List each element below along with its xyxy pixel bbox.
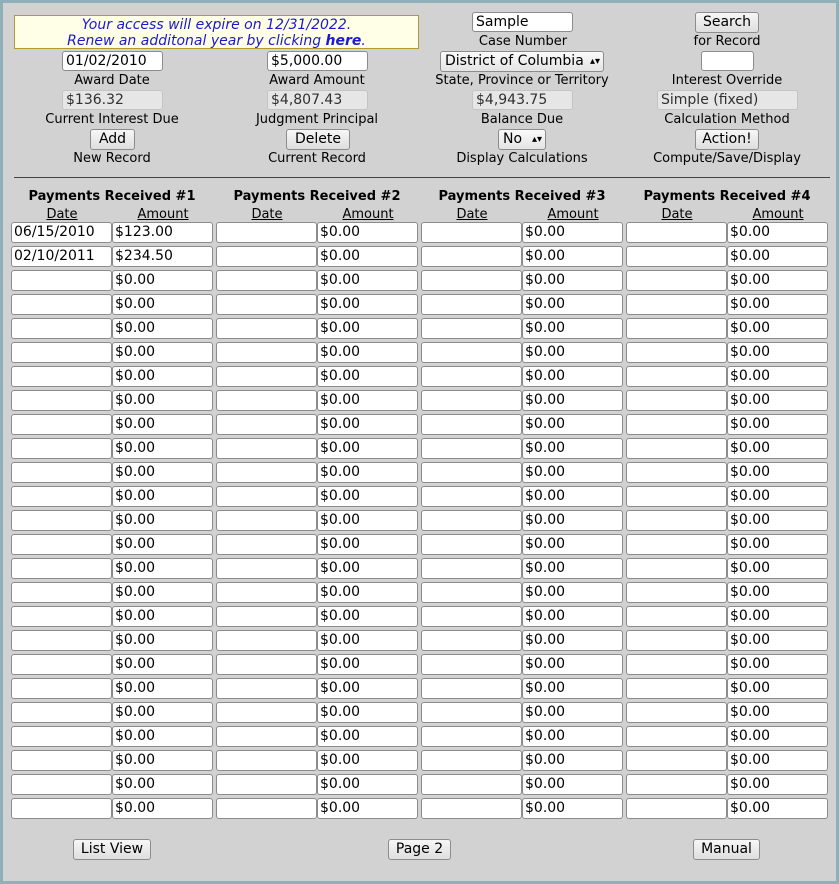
payment-amount-input[interactable]: $0.00: [522, 606, 623, 627]
payment-amount-input[interactable]: $0.00: [522, 366, 623, 387]
payment-amount-input[interactable]: $0.00: [522, 654, 623, 675]
payment-date-input[interactable]: [11, 558, 112, 579]
payment-amount-input[interactable]: $0.00: [727, 558, 828, 579]
payment-date-input[interactable]: [216, 246, 317, 267]
payment-amount-input[interactable]: $0.00: [522, 678, 623, 699]
list-view-button[interactable]: List View: [73, 839, 151, 860]
payment-amount-input[interactable]: $0.00: [727, 654, 828, 675]
payments-group-header: Payments Received #3: [438, 189, 606, 204]
jurisdiction-label: State, Province or Territory: [435, 73, 609, 88]
payment-date-input[interactable]: [216, 342, 317, 363]
jurisdiction-select[interactable]: [440, 51, 604, 72]
payment-date-input[interactable]: [421, 246, 522, 267]
payment-amount-input[interactable]: $0.00: [112, 318, 213, 339]
payments-group-header: Payments Received #4: [643, 189, 811, 204]
payment-date-input[interactable]: [11, 798, 112, 819]
award-date-input[interactable]: 01/02/2010: [62, 51, 163, 71]
payment-date-input[interactable]: [626, 342, 727, 363]
payment-amount-input[interactable]: $0.00: [112, 702, 213, 723]
payment-date-input[interactable]: [216, 702, 317, 723]
payment-amount-input[interactable]: $0.00: [112, 534, 213, 555]
payment-date-input[interactable]: [216, 462, 317, 483]
payment-amount-input[interactable]: $0.00: [112, 582, 213, 603]
payment-amount-input[interactable]: $0.00: [317, 534, 418, 555]
payment-date-input[interactable]: [11, 582, 112, 603]
payment-date-input[interactable]: [216, 486, 317, 507]
payment-date-input[interactable]: [11, 534, 112, 555]
payment-date-input[interactable]: [11, 510, 112, 531]
current-interest-field: $136.32: [62, 90, 163, 110]
payment-amount-input[interactable]: $0.00: [317, 654, 418, 675]
payment-amount-input[interactable]: $0.00: [317, 678, 418, 699]
payment-date-input[interactable]: [421, 462, 522, 483]
judgment-principal-label: Judgment Principal: [255, 112, 379, 127]
payment-amount-input[interactable]: $0.00: [112, 438, 213, 459]
payment-date-input[interactable]: [11, 630, 112, 651]
payment-amount-input[interactable]: $0.00: [317, 414, 418, 435]
payment-amount-input[interactable]: $0.00: [522, 486, 623, 507]
interest-override-input[interactable]: [701, 51, 754, 71]
payment-date-input[interactable]: [626, 462, 727, 483]
payment-amount-input[interactable]: $0.00: [522, 702, 623, 723]
payment-date-input[interactable]: [421, 798, 522, 819]
payment-amount-input[interactable]: $0.00: [727, 438, 828, 459]
payment-amount-input[interactable]: $0.00: [317, 390, 418, 411]
payment-amount-input[interactable]: $0.00: [317, 462, 418, 483]
search-label: for Record: [693, 34, 761, 49]
payment-date-input[interactable]: [421, 366, 522, 387]
award-date-label: Award Date: [74, 73, 150, 88]
amount-column-header[interactable]: Amount: [752, 207, 804, 222]
payment-date-input[interactable]: [216, 510, 317, 531]
payment-date-input[interactable]: [421, 414, 522, 435]
payment-amount-input[interactable]: $0.00: [112, 462, 213, 483]
payment-amount-input[interactable]: $0.00: [727, 606, 828, 627]
payment-amount-input[interactable]: $0.00: [522, 534, 623, 555]
payment-amount-input[interactable]: $0.00: [522, 342, 623, 363]
payment-amount-input[interactable]: $0.00: [317, 558, 418, 579]
payment-amount-input[interactable]: $0.00: [727, 510, 828, 531]
payment-amount-input[interactable]: $0.00: [727, 486, 828, 507]
payment-amount-input[interactable]: $0.00: [727, 798, 828, 819]
calc-method-label: Calculation Method: [664, 112, 790, 127]
payment-date-input[interactable]: [421, 294, 522, 315]
delete-button[interactable]: Delete: [286, 129, 350, 150]
payment-date-input[interactable]: [626, 726, 727, 747]
payment-date-input[interactable]: [421, 486, 522, 507]
date-column-header[interactable]: Date: [456, 207, 488, 222]
payment-date-input[interactable]: [626, 678, 727, 699]
renewal-text: [15, 33, 418, 49]
payment-date-input[interactable]: [626, 438, 727, 459]
payment-date-input[interactable]: [11, 366, 112, 387]
payment-date-input[interactable]: 06/15/2010: [11, 222, 112, 243]
payment-amount-input[interactable]: $0.00: [317, 726, 418, 747]
payment-amount-input[interactable]: $0.00: [727, 270, 828, 291]
payment-date-input[interactable]: [216, 270, 317, 291]
payment-date-input[interactable]: [11, 318, 112, 339]
display-calculations-label: Display Calculations: [456, 151, 588, 166]
payment-date-input[interactable]: [216, 414, 317, 435]
payment-amount-input[interactable]: $0.00: [112, 606, 213, 627]
payment-date-input[interactable]: [626, 246, 727, 267]
payment-date-input[interactable]: [626, 798, 727, 819]
renewal-prefix: Renew an additonal year by clicking: [67, 33, 326, 49]
payment-amount-input[interactable]: $0.00: [727, 390, 828, 411]
payment-date-input[interactable]: [626, 534, 727, 555]
payment-date-input[interactable]: [626, 774, 727, 795]
payment-amount-input[interactable]: $0.00: [522, 630, 623, 651]
payment-date-input[interactable]: 02/10/2011: [11, 246, 112, 267]
award-amount-label: Award Amount: [269, 73, 365, 88]
payment-amount-input[interactable]: $0.00: [522, 750, 623, 771]
payment-amount-input[interactable]: $0.00: [317, 702, 418, 723]
payment-date-input[interactable]: [11, 438, 112, 459]
payment-amount-input[interactable]: $0.00: [317, 366, 418, 387]
payment-amount-input[interactable]: $0.00: [317, 342, 418, 363]
payment-amount-input[interactable]: $0.00: [727, 222, 828, 243]
payment-amount-input[interactable]: $0.00: [112, 774, 213, 795]
renewal-suffix: .: [361, 33, 366, 49]
payment-amount-input[interactable]: $0.00: [727, 342, 828, 363]
payment-date-input[interactable]: [11, 414, 112, 435]
search-button[interactable]: Search: [695, 12, 759, 33]
payment-date-input[interactable]: [216, 678, 317, 699]
payment-date-input[interactable]: [216, 558, 317, 579]
payment-date-input[interactable]: [11, 774, 112, 795]
payment-amount-input[interactable]: $0.00: [727, 726, 828, 747]
jurisdiction-value: District of Columbia: [445, 53, 584, 69]
payment-date-input[interactable]: [421, 630, 522, 651]
payment-amount-input[interactable]: $0.00: [522, 294, 623, 315]
balance-due-field: $4,943.75: [472, 90, 573, 110]
payment-amount-input[interactable]: $0.00: [112, 366, 213, 387]
payment-date-input[interactable]: [11, 270, 112, 291]
payment-date-input[interactable]: [216, 606, 317, 627]
date-column-header[interactable]: Date: [661, 207, 693, 222]
payment-date-input[interactable]: [626, 222, 727, 243]
balance-due-label: Balance Due: [480, 112, 564, 127]
payment-amount-input[interactable]: $0.00: [317, 222, 418, 243]
payment-amount-input[interactable]: $234.50: [112, 246, 213, 267]
display-calculations-value: No: [503, 131, 523, 147]
payment-date-input[interactable]: [626, 486, 727, 507]
payment-amount-input[interactable]: $0.00: [522, 246, 623, 267]
payment-date-input[interactable]: [421, 702, 522, 723]
payment-date-input[interactable]: [421, 342, 522, 363]
display-calculations-select[interactable]: [498, 129, 546, 150]
payment-date-input[interactable]: [626, 702, 727, 723]
amount-column-header[interactable]: Amount: [342, 207, 394, 222]
payment-amount-input[interactable]: $0.00: [112, 798, 213, 819]
payment-date-input[interactable]: [626, 558, 727, 579]
payment-date-input[interactable]: [421, 558, 522, 579]
payment-date-input[interactable]: [216, 222, 317, 243]
expiration-text: Your access will expire on 12/31/2022.: [81, 17, 352, 33]
payment-amount-input[interactable]: $0.00: [727, 678, 828, 699]
payment-date-input[interactable]: [216, 630, 317, 651]
payment-amount-input[interactable]: $0.00: [727, 702, 828, 723]
payment-amount-input[interactable]: $0.00: [522, 222, 623, 243]
payment-date-input[interactable]: [421, 678, 522, 699]
payment-amount-input[interactable]: $0.00: [522, 462, 623, 483]
payment-date-input[interactable]: [421, 606, 522, 627]
payment-amount-input[interactable]: $0.00: [112, 414, 213, 435]
page-button[interactable]: Page 2: [388, 839, 451, 860]
payment-date-input[interactable]: [11, 462, 112, 483]
payment-amount-input[interactable]: $0.00: [727, 582, 828, 603]
date-column-header[interactable]: Date: [46, 207, 78, 222]
payment-date-input[interactable]: [216, 294, 317, 315]
payment-date-input[interactable]: [626, 582, 727, 603]
section-divider: [14, 177, 830, 178]
payment-amount-input[interactable]: $0.00: [112, 510, 213, 531]
payment-date-input[interactable]: [421, 222, 522, 243]
payment-amount-input[interactable]: $0.00: [522, 438, 623, 459]
payment-amount-input[interactable]: $0.00: [317, 630, 418, 651]
payment-date-input[interactable]: [216, 798, 317, 819]
payment-amount-input[interactable]: $0.00: [317, 510, 418, 531]
payment-amount-input[interactable]: $0.00: [727, 414, 828, 435]
payment-date-input[interactable]: [626, 750, 727, 771]
payment-date-input[interactable]: [626, 318, 727, 339]
payment-date-input[interactable]: [216, 654, 317, 675]
payment-date-input[interactable]: [11, 390, 112, 411]
case-number-input[interactable]: Sample: [472, 12, 573, 32]
payment-date-input[interactable]: [11, 606, 112, 627]
payment-date-input[interactable]: [11, 486, 112, 507]
amount-column-header[interactable]: Amount: [547, 207, 599, 222]
payments-group-header: Payments Received #1: [28, 189, 196, 204]
manual-button[interactable]: Manual: [693, 839, 760, 860]
payment-date-input[interactable]: [626, 294, 727, 315]
add-button[interactable]: Add: [90, 129, 135, 150]
payment-amount-input[interactable]: $0.00: [522, 270, 623, 291]
payment-amount-input[interactable]: $0.00: [317, 438, 418, 459]
payment-date-input[interactable]: [216, 534, 317, 555]
payment-amount-input[interactable]: $0.00: [112, 678, 213, 699]
case-number-label: Case Number: [478, 34, 568, 49]
payment-date-input[interactable]: [626, 270, 727, 291]
payment-amount-input[interactable]: $0.00: [317, 270, 418, 291]
payment-amount-input[interactable]: $0.00: [317, 774, 418, 795]
payment-amount-input[interactable]: $0.00: [112, 630, 213, 651]
expiration-notice: [14, 15, 419, 49]
payment-date-input[interactable]: [216, 390, 317, 411]
payment-amount-input[interactable]: $0.00: [317, 486, 418, 507]
payments-group-header: Payments Received #2: [233, 189, 401, 204]
current-interest-label: Current Interest Due: [45, 112, 179, 127]
payment-date-input[interactable]: [216, 582, 317, 603]
payment-date-input[interactable]: [626, 654, 727, 675]
payment-date-input[interactable]: [626, 630, 727, 651]
payment-amount-input[interactable]: $0.00: [522, 558, 623, 579]
payment-amount-input[interactable]: $0.00: [522, 798, 623, 819]
payment-date-input[interactable]: [421, 318, 522, 339]
payment-amount-input[interactable]: $0.00: [727, 366, 828, 387]
payment-date-input[interactable]: [11, 294, 112, 315]
payment-amount-input[interactable]: $0.00: [727, 774, 828, 795]
delete-label: Current Record: [268, 151, 366, 166]
payment-date-input[interactable]: [626, 414, 727, 435]
payment-date-input[interactable]: [626, 366, 727, 387]
payment-amount-input[interactable]: $0.00: [522, 726, 623, 747]
payment-date-input[interactable]: [421, 654, 522, 675]
payment-amount-input[interactable]: $0.00: [522, 510, 623, 531]
payment-date-input[interactable]: [11, 750, 112, 771]
payment-amount-input[interactable]: $123.00: [112, 222, 213, 243]
payment-date-input[interactable]: [626, 390, 727, 411]
payment-amount-input[interactable]: $0.00: [112, 726, 213, 747]
payment-amount-input[interactable]: $0.00: [727, 462, 828, 483]
renewal-link[interactable]: here: [325, 33, 362, 49]
payment-date-input[interactable]: [216, 366, 317, 387]
payment-date-input[interactable]: [11, 726, 112, 747]
payment-date-input[interactable]: [11, 702, 112, 723]
payment-date-input[interactable]: [626, 510, 727, 531]
payment-date-input[interactable]: [216, 750, 317, 771]
judgment-principal-field: $4,807.43: [267, 90, 368, 110]
payment-date-input[interactable]: [421, 726, 522, 747]
payment-date-input[interactable]: [216, 774, 317, 795]
payment-date-input[interactable]: [11, 342, 112, 363]
action-label: Compute/Save/Display: [653, 151, 801, 166]
select-arrows-icon: ▴▾: [589, 56, 600, 67]
amount-column-header[interactable]: Amount: [137, 207, 189, 222]
payment-date-input[interactable]: [421, 774, 522, 795]
payment-amount-input[interactable]: $0.00: [317, 750, 418, 771]
payment-amount-input[interactable]: $0.00: [727, 318, 828, 339]
date-column-header[interactable]: Date: [251, 207, 283, 222]
payment-date-input[interactable]: [11, 678, 112, 699]
payment-amount-input[interactable]: $0.00: [522, 390, 623, 411]
interest-override-label: Interest Override: [671, 73, 783, 88]
payment-date-input[interactable]: [626, 606, 727, 627]
payment-amount-input[interactable]: $0.00: [112, 390, 213, 411]
payment-date-input[interactable]: [421, 510, 522, 531]
payment-amount-input[interactable]: $0.00: [522, 774, 623, 795]
payment-date-input[interactable]: [421, 438, 522, 459]
payment-amount-input[interactable]: $0.00: [727, 294, 828, 315]
payment-date-input[interactable]: [421, 390, 522, 411]
payment-date-input[interactable]: [11, 654, 112, 675]
payment-amount-input[interactable]: $0.00: [317, 294, 418, 315]
payment-date-input[interactable]: [216, 438, 317, 459]
payment-amount-input[interactable]: $0.00: [112, 750, 213, 771]
payment-amount-input[interactable]: $0.00: [727, 750, 828, 771]
payment-date-input[interactable]: [421, 534, 522, 555]
payment-amount-input[interactable]: $0.00: [727, 534, 828, 555]
select-arrows-icon: ▴▾: [531, 134, 542, 145]
payment-amount-input[interactable]: $0.00: [522, 582, 623, 603]
calc-method-field: Simple (fixed): [657, 90, 798, 110]
payment-amount-input[interactable]: $0.00: [317, 606, 418, 627]
payment-amount-input[interactable]: $0.00: [112, 654, 213, 675]
payment-amount-input[interactable]: $0.00: [112, 486, 213, 507]
payment-amount-input[interactable]: $0.00: [317, 798, 418, 819]
award-amount-input[interactable]: $5,000.00: [267, 51, 368, 71]
payment-amount-input[interactable]: $0.00: [112, 342, 213, 363]
payment-date-input[interactable]: [421, 750, 522, 771]
payment-amount-input[interactable]: $0.00: [112, 270, 213, 291]
payment-date-input[interactable]: [421, 270, 522, 291]
payment-amount-input[interactable]: $0.00: [317, 582, 418, 603]
action-button[interactable]: Action!: [695, 129, 759, 150]
payment-date-input[interactable]: [421, 582, 522, 603]
payment-amount-input[interactable]: $0.00: [727, 246, 828, 267]
add-label: New Record: [73, 151, 151, 166]
payment-amount-input[interactable]: $0.00: [522, 318, 623, 339]
payment-amount-input[interactable]: $0.00: [522, 414, 623, 435]
payment-date-input[interactable]: [216, 318, 317, 339]
payment-amount-input[interactable]: $0.00: [727, 630, 828, 651]
payment-amount-input[interactable]: $0.00: [112, 558, 213, 579]
payment-amount-input[interactable]: $0.00: [317, 246, 418, 267]
payment-date-input[interactable]: [216, 726, 317, 747]
payment-amount-input[interactable]: $0.00: [112, 294, 213, 315]
payment-amount-input[interactable]: $0.00: [317, 318, 418, 339]
